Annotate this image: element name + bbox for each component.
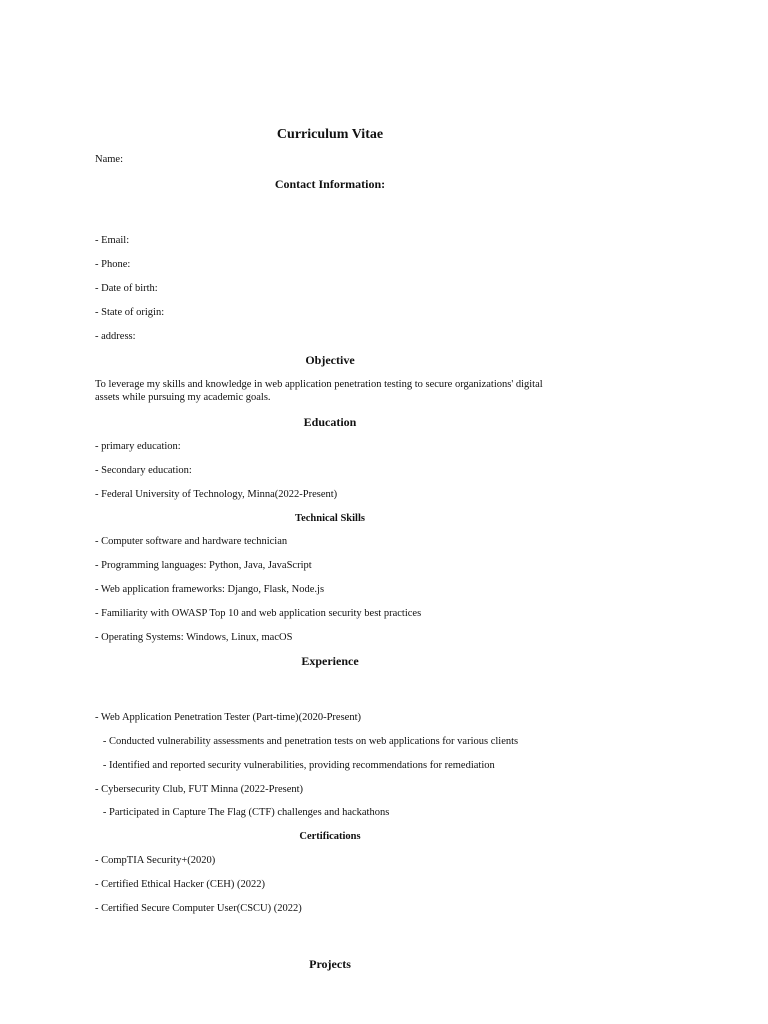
education-item: - Secondary education:	[95, 465, 192, 476]
certification-item: - Certified Secure Computer User(CSCU) (2022)	[95, 903, 302, 914]
objective-text: To leverage my skills and knowledge in web application penetration testing to secure organizations' digital assets while pursuing my academic goals.	[95, 379, 543, 403]
certification-item: - Certified Ethical Hacker (CEH) (2022)	[95, 879, 265, 890]
skill-item: - Computer software and hardware technician	[95, 536, 288, 547]
contact-date-of-birth: - Date of birth:	[95, 283, 158, 294]
education-heading: Education	[303, 415, 357, 429]
experience-item: - Participated in Capture The Flag (CTF) challenges and hackathons	[95, 807, 390, 818]
skill-item: - Familiarity with OWASP Top 10 and web application security best practices	[95, 608, 422, 619]
experience-item: - Cybersecurity Club, FUT Minna (2022-Present)	[95, 784, 304, 795]
name-label: Name:	[95, 154, 123, 165]
contact-email: - Email:	[95, 235, 130, 246]
experience-item: - Conducted vulnerability assessments and penetration tests on web applications for various clients	[95, 736, 519, 747]
skill-item: - Operating Systems: Windows, Linux, macOS	[95, 632, 293, 643]
contact-state-of-origin: - State of origin:	[95, 307, 165, 318]
education-item: - primary education:	[95, 441, 181, 452]
contact-phone: - Phone:	[95, 259, 131, 270]
document-title: Curriculum Vitae	[276, 127, 384, 142]
certifications-heading: Certifications	[299, 831, 361, 842]
contact-address: - address:	[95, 331, 136, 342]
experience-item: - Identified and reported security vulnerabilities, providing recommendations for remediation	[95, 760, 495, 771]
skill-item: - Web application frameworks: Django, Flask, Node.js	[95, 584, 325, 595]
contact-heading: Contact Information:	[274, 177, 386, 191]
experience-item: - Web Application Penetration Tester (Part-time)(2020-Present)	[95, 712, 362, 723]
education-item: - Federal University of Technology, Minna(2022-Present)	[95, 489, 338, 500]
skills-heading: Technical Skills	[295, 513, 365, 524]
projects-heading: Projects	[309, 957, 351, 971]
objective-heading: Objective	[305, 353, 355, 367]
experience-heading: Experience	[301, 654, 359, 668]
skill-item: - Programming languages: Python, Java, JavaScript	[95, 560, 312, 571]
certification-item: - CompTIA Security+(2020)	[95, 855, 216, 866]
